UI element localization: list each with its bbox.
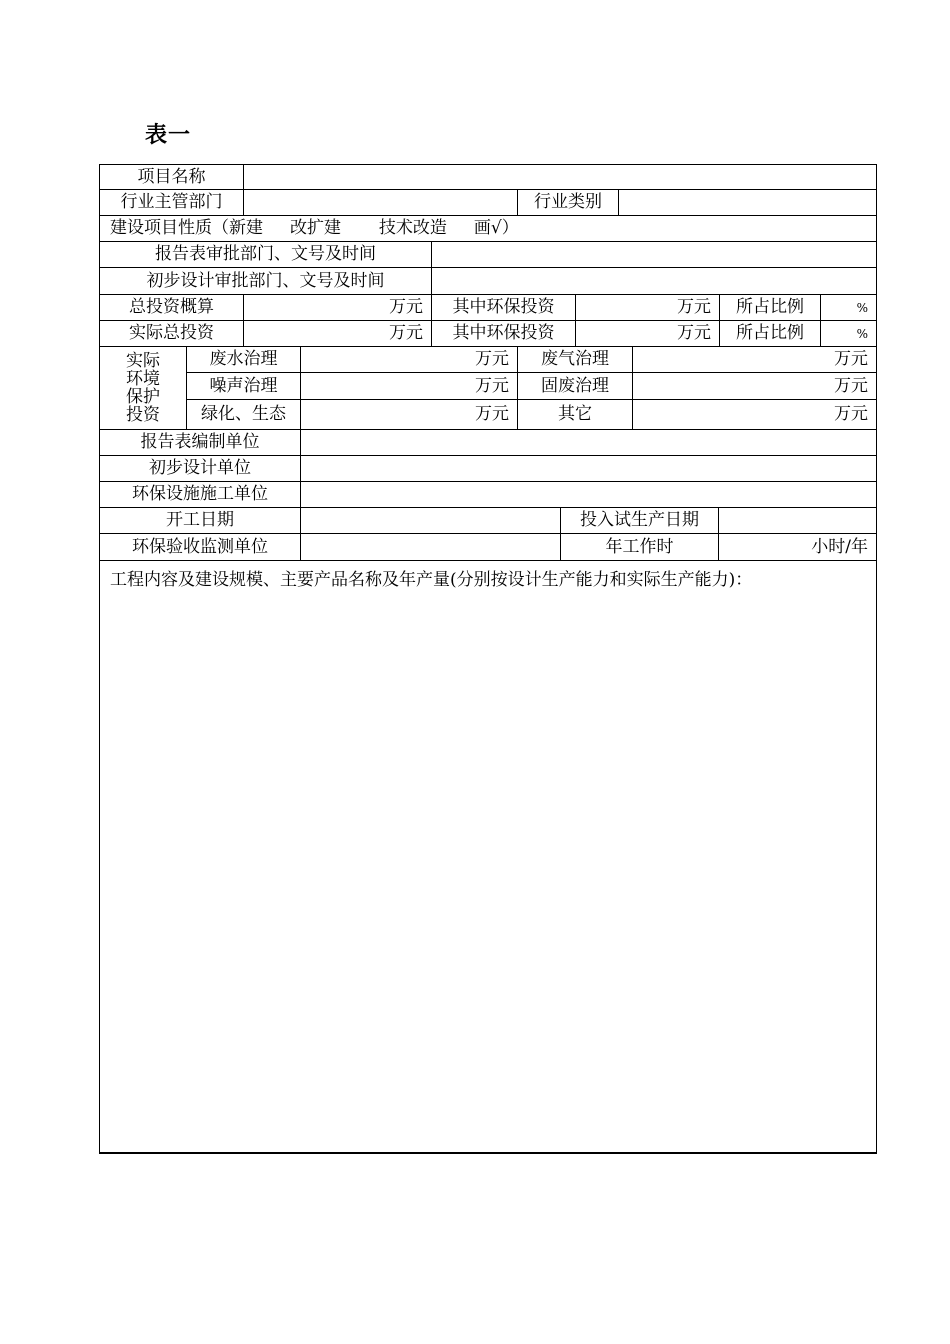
project-name-field[interactable] xyxy=(244,165,876,189)
prelim-approval-field[interactable] xyxy=(432,268,876,294)
construction-org-field[interactable] xyxy=(301,482,876,507)
other-field[interactable]: 万元 xyxy=(834,404,868,424)
actual-ratio-field[interactable]: % xyxy=(856,326,868,341)
row-nature xyxy=(100,216,876,242)
env-invest-field[interactable]: 万元 xyxy=(576,295,720,320)
start-date-field[interactable] xyxy=(301,508,561,533)
category-label: 行业类别 xyxy=(518,190,619,215)
env-protect-label-line: 投资 xyxy=(126,405,160,425)
row-dept xyxy=(100,190,876,216)
project-info-form xyxy=(99,164,877,1154)
page-title: 表一 xyxy=(145,123,192,148)
row-project-name xyxy=(100,165,876,190)
trial-date-field[interactable] xyxy=(719,508,876,533)
env-protect-label-line: 环境 xyxy=(126,369,160,389)
noise-label: 噪声治理 xyxy=(187,373,301,399)
start-date-label: 开工日期 xyxy=(100,508,301,533)
content-area[interactable] xyxy=(100,561,876,1152)
actual-env-invest-field[interactable]: 万元 xyxy=(576,321,720,346)
wastegas-label: 废气治理 xyxy=(518,347,633,372)
work-time-label: 年工作时 xyxy=(561,534,719,560)
row-monitor xyxy=(100,534,876,561)
noise-field[interactable]: 万元 xyxy=(301,373,518,399)
design-org-field[interactable] xyxy=(301,456,876,481)
actual-env-invest-label: 其中环保投资 xyxy=(432,321,576,346)
total-invest-label: 总投资概算 xyxy=(100,295,244,320)
solidwaste-field[interactable]: 万元 xyxy=(834,375,868,396)
row-prelim-approval xyxy=(100,268,876,295)
solidwaste-label: 固废治理 xyxy=(518,373,633,399)
ratio-field[interactable]: % xyxy=(856,300,868,315)
construction-org-label: 环保设施施工单位 xyxy=(100,482,301,507)
total-invest-field[interactable]: 万元 xyxy=(244,295,432,320)
env-protect-label-line: 保护 xyxy=(126,387,160,407)
row-dates xyxy=(100,508,876,534)
wastewater-label: 废水治理 xyxy=(187,347,301,372)
dept-field[interactable] xyxy=(244,190,518,215)
env-item-row xyxy=(187,347,876,373)
env-item-row xyxy=(187,400,876,429)
greening-field[interactable]: 万元 xyxy=(301,400,518,429)
prelim-approval-label: 初步设计审批部门、文号及时间 xyxy=(100,268,432,294)
project-name-label: 项目名称 xyxy=(100,165,244,189)
row-report-approval xyxy=(100,242,876,268)
wastewater-field[interactable]: 万元 xyxy=(301,347,518,372)
other-label: 其它 xyxy=(518,400,633,429)
env-invest-label: 其中环保投资 xyxy=(432,295,576,320)
row-construction-org xyxy=(100,482,876,508)
monitor-org-label: 环保验收监测单位 xyxy=(100,534,301,560)
nature-label[interactable]: 建设项目性质（新建 改扩建 技术改造 画√） xyxy=(110,218,519,238)
env-protect-group-label xyxy=(100,347,187,429)
design-org-label: 初步设计单位 xyxy=(100,456,301,481)
env-protect-label-line: 实际 xyxy=(126,351,160,371)
monitor-org-field[interactable] xyxy=(301,534,561,560)
row-design-org xyxy=(100,456,876,482)
actual-ratio-label: 所占比例 xyxy=(720,321,821,346)
row-total-invest xyxy=(100,295,876,321)
row-report-org xyxy=(100,430,876,456)
ratio-label: 所占比例 xyxy=(720,295,821,320)
category-field[interactable] xyxy=(619,190,876,215)
actual-invest-field[interactable]: 万元 xyxy=(244,321,432,346)
report-org-label: 报告表编制单位 xyxy=(100,430,301,455)
dept-label: 行业主管部门 xyxy=(100,190,244,215)
greening-label: 绿化、生态 xyxy=(187,400,301,429)
row-actual-invest xyxy=(100,321,876,347)
report-org-field[interactable] xyxy=(301,430,876,455)
report-approval-label: 报告表审批部门、文号及时间 xyxy=(100,242,432,267)
work-time-field[interactable]: 小时/年 xyxy=(811,536,868,557)
actual-invest-label: 实际总投资 xyxy=(100,321,244,346)
env-protect-block xyxy=(100,347,876,430)
trial-date-label: 投入试生产日期 xyxy=(561,508,719,533)
env-item-row xyxy=(187,373,876,400)
report-approval-field[interactable] xyxy=(432,242,876,267)
content-label: 工程内容及建设规模、主要产品名称及年产量(分别按设计生产能力和实际生产能力)： xyxy=(110,570,753,590)
wastegas-field[interactable]: 万元 xyxy=(834,349,868,369)
